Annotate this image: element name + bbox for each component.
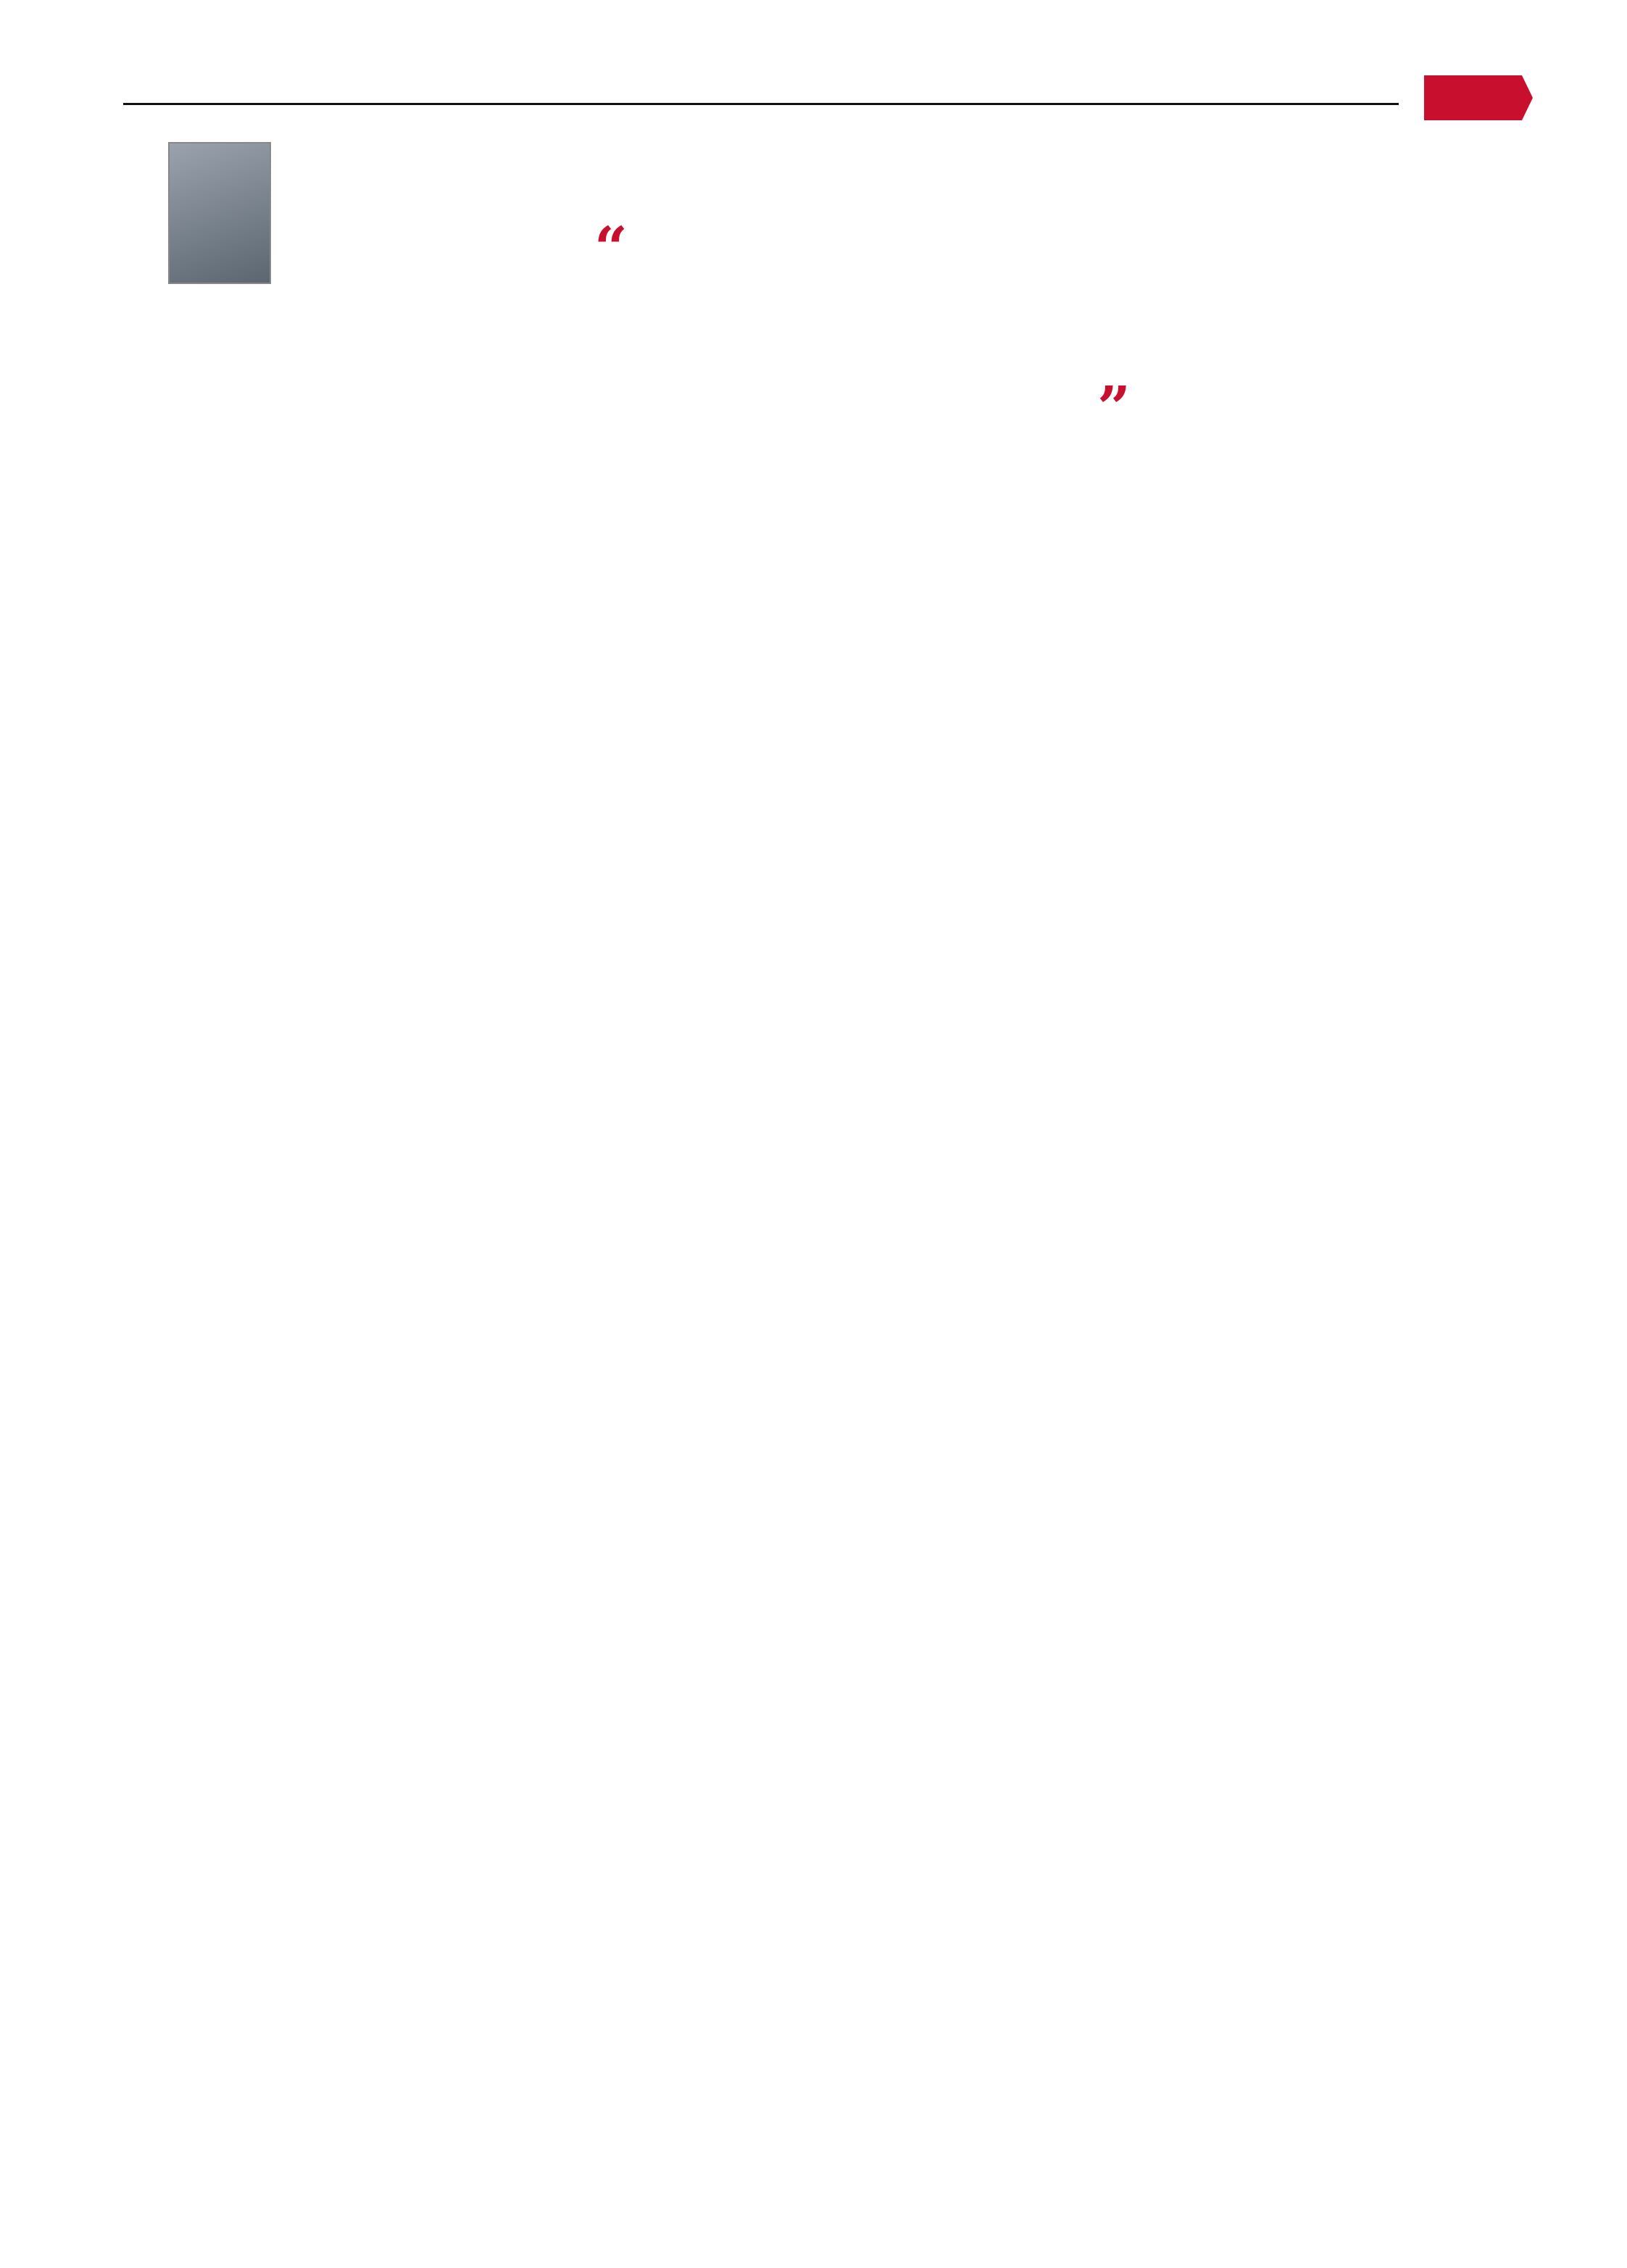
close-quote-icon: ” — [1097, 373, 1131, 441]
article1-col2 — [319, 241, 576, 709]
article1-col1 — [125, 345, 309, 635]
pull-quote-box — [587, 214, 1138, 441]
open-quote-icon: “ — [594, 214, 628, 282]
article1-col5 — [1131, 241, 1381, 709]
header-right — [1395, 41, 1504, 45]
pull-quote — [587, 226, 1138, 238]
article1-col3 — [587, 442, 844, 710]
article1-col4 — [855, 442, 1112, 710]
author-photo-suresh — [168, 142, 271, 284]
page-number — [1424, 75, 1533, 120]
masthead-rule — [123, 103, 1399, 105]
